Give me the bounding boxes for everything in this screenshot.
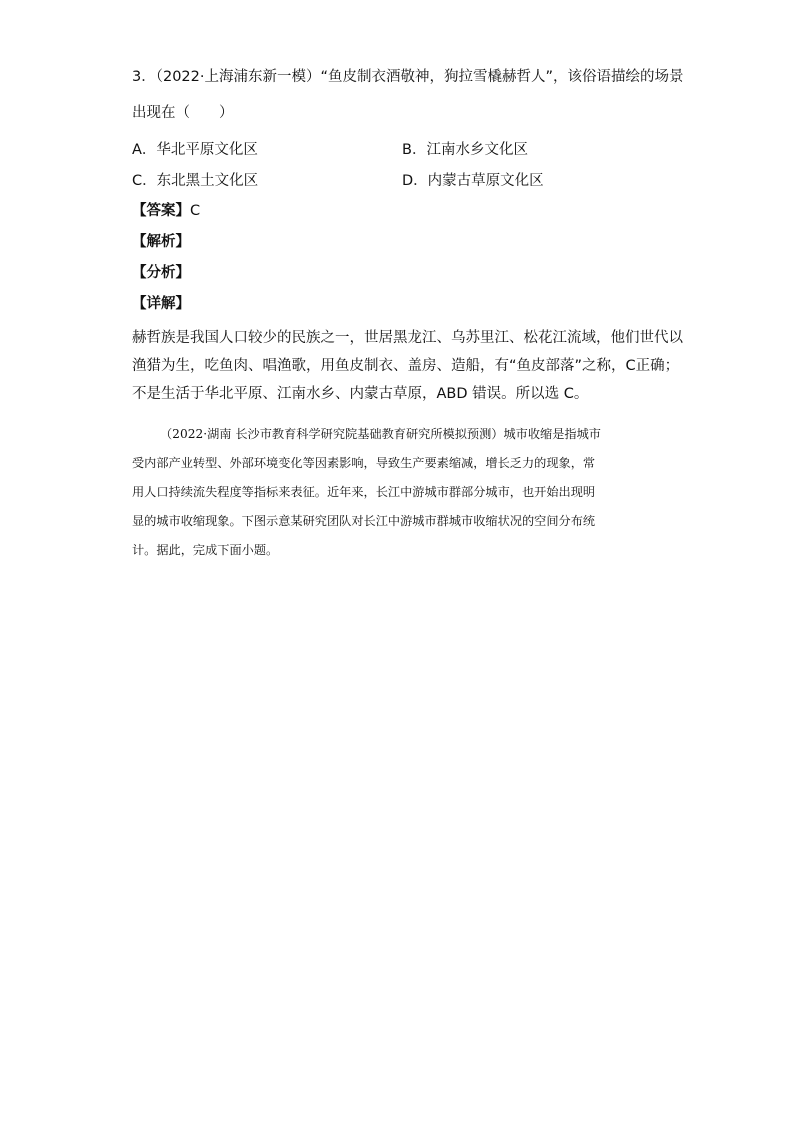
intro-line-5: 计。据此，完成下面小题。 bbox=[132, 543, 279, 557]
option-b: B．江南水乡文化区 bbox=[402, 141, 528, 158]
intro-line-2: 受内部产业转型、外部环境变化等因素影响，导致生产要素缩减，增长乏力的现象，常 bbox=[132, 456, 596, 470]
option-a: A．华北平原文化区 bbox=[132, 141, 258, 158]
detail-explanation bbox=[132, 324, 683, 408]
analysis-label: 【解析】 bbox=[132, 234, 190, 250]
intro-line-1: （2022·湖南 长沙市教育科学研究院基础教育研究所模拟预测）城市收缩是指城市 bbox=[160, 427, 601, 441]
options-row-1 bbox=[132, 134, 672, 165]
question-stem-line-2: 出现在（ ） bbox=[132, 105, 234, 121]
next-question-intro bbox=[132, 420, 672, 565]
detail-line-3: 不是生活于华北平原、江南水乡、内蒙古草原，ABD 错误。所以选 C。 bbox=[132, 386, 589, 402]
option-c: C．东北黑土文化区 bbox=[132, 172, 259, 189]
detail-line-1: 赫哲族是我国人口较少的民族之一，世居黑龙江、乌苏里江、松花江流域，他们世代以 bbox=[132, 330, 683, 346]
option-d: D．内蒙古草原文化区 bbox=[402, 172, 544, 189]
intro-line-4: 显的城市收缩现象。下图示意某研究团队对长江中游城市群城市收缩状况的空间分布统 bbox=[132, 514, 596, 528]
question-stem-line-1: 3．（2022·上海浦东新一模）“鱼皮制衣酒敬神，狗拉雪橇赫哲人”，该俗语描绘的场景 bbox=[132, 69, 684, 85]
intro-line-3: 用人口持续流失程度等指标来表征。近年来，长江中游城市群部分城市，也开始出现明 bbox=[132, 485, 596, 499]
answer-label: 【答案】 bbox=[132, 203, 190, 219]
answer-line bbox=[132, 196, 672, 227]
answer-value: C bbox=[190, 203, 201, 219]
document-content bbox=[132, 64, 684, 565]
fenxi-label: 【分析】 bbox=[132, 265, 190, 281]
question-options bbox=[132, 134, 672, 196]
options-row-2 bbox=[132, 165, 672, 196]
detail-line-2: 渔猎为生，吃鱼肉、唱渔歌，用鱼皮制衣、盖房、造船，有“鱼皮部落”之称，C正确； bbox=[132, 358, 680, 374]
detail-label: 【详解】 bbox=[132, 296, 190, 312]
